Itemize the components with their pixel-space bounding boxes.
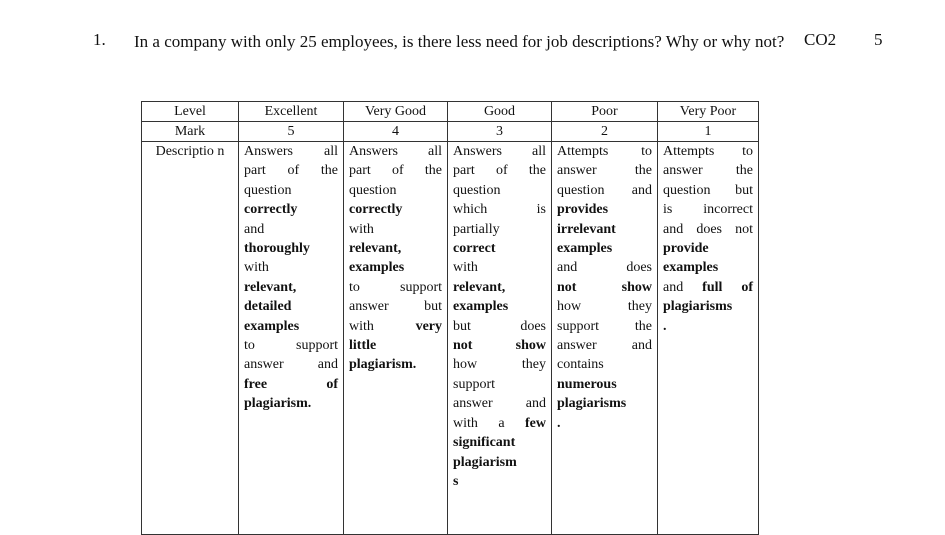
description-row	[142, 142, 759, 535]
description-very-poor: Attempts to answer the question but is incorrect and does not provide examples and full of plagiarisms .	[658, 142, 759, 535]
question-number: 1.	[93, 30, 106, 49]
level-good: Good	[448, 102, 552, 122]
level-very-good: Very Good	[344, 102, 448, 122]
description-label: Descriptio n	[142, 142, 239, 535]
mark-very-good: 4	[344, 122, 448, 142]
description-poor: Attempts to answer the question and provides irrelevant examples and does not show how they support the answer and contains numerous plagiarisms .	[552, 142, 658, 535]
question-text: In a company with only 25 employees, is there less need for job descriptions? Why or why not?	[134, 32, 785, 51]
mark-excellent: 5	[239, 122, 344, 142]
description-good: Answers all part of the question which is partially correct with relevant, examples but does not show how they support answer and with a few significant plagiarism s	[448, 142, 552, 535]
mark-very-poor: 1	[658, 122, 759, 142]
level-very-poor: Very Poor	[658, 102, 759, 122]
level-poor: Poor	[552, 102, 658, 122]
level-label: Level	[142, 102, 239, 122]
question-marks: 5	[874, 30, 883, 49]
mark-row	[142, 122, 759, 142]
rubric-table	[141, 101, 759, 535]
level-excellent: Excellent	[239, 102, 344, 122]
mark-poor: 2	[552, 122, 658, 142]
mark-good: 3	[448, 122, 552, 142]
description-very-good: Answers all part of the question correctly with relevant, examples to support answer but with very little plagiarism.	[344, 142, 448, 535]
level-row	[142, 102, 759, 122]
mark-label: Mark	[142, 122, 239, 142]
description-excellent: Answers all part of the question correctly and thoroughly with relevant, detailed examples to support answer and free of plagiarism.	[239, 142, 344, 535]
course-outcome: CO2	[804, 30, 837, 49]
